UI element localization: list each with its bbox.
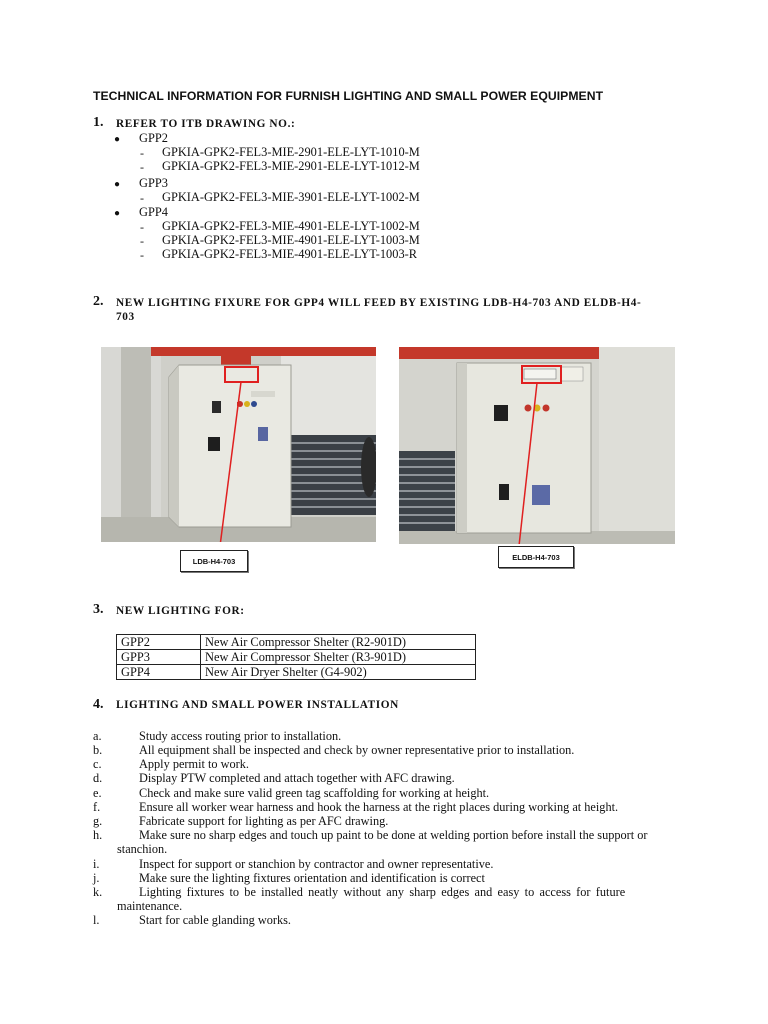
list-item-text: Study access routing prior to installation.	[139, 729, 342, 743]
dash: -	[140, 146, 144, 160]
list-item-letter: l.	[93, 913, 100, 927]
section-3-number: 3.	[93, 602, 104, 617]
dash: -	[140, 191, 144, 205]
table-row	[117, 635, 476, 650]
list-item-letter: d.	[93, 771, 103, 785]
list-item-text: Ensure all worker wear harness and hook the harness at the right places during working at height.	[139, 800, 619, 814]
section-2-number: 2.	[93, 294, 104, 309]
list-item-letter: a.	[93, 729, 102, 743]
list-item-letter: h.	[93, 828, 103, 842]
section-1-number: 1.	[93, 115, 104, 130]
list-item-text-cont: stanchion.	[117, 842, 168, 856]
drawing-number: GPKIA-GPK2-FEL3-MIE-4901-ELE-LYT-1002-M	[162, 219, 420, 233]
table-cell: GPP3	[117, 650, 201, 665]
list-item-text: All equipment shall be inspected and check by owner representative prior to installation.	[139, 743, 575, 757]
list-item-text: Fabricate support for lighting as per AFC drawing.	[139, 814, 389, 828]
eldb-panel-photo	[399, 347, 675, 544]
list-item-letter: c.	[93, 757, 102, 771]
list-item-text: Start for cable glanding works.	[139, 913, 291, 927]
list-item-letter: k.	[93, 885, 103, 899]
table-cell: New Air Dryer Shelter (G4-902)	[201, 665, 476, 680]
dash: -	[140, 160, 144, 174]
lighting-table	[116, 634, 476, 680]
ldb-callout-label: LDB-H4-703	[180, 550, 248, 572]
drawing-number: GPKIA-GPK2-FEL3-MIE-3901-ELE-LYT-1002-M	[162, 190, 420, 204]
list-item-text: Make sure the lighting fixtures orientation and identification is correct	[139, 871, 485, 885]
bullet-gpp3: ●	[114, 179, 121, 190]
list-item-text: Check and make sure valid green tag scaffolding for working at height.	[139, 786, 490, 800]
table-cell: GPP2	[117, 635, 201, 650]
table-row	[117, 665, 476, 680]
dash: -	[140, 234, 144, 248]
bullet-gpp4: ●	[114, 208, 121, 219]
section-4-heading: LIGHTING AND SMALL POWER INSTALLATION	[116, 699, 399, 711]
document-title: TECHNICAL INFORMATION FOR FURNISH LIGHTING AND SMALL POWER EQUIPMENT	[93, 89, 604, 103]
drawing-number: GPKIA-GPK2-FEL3-MIE-2901-ELE-LYT-1010-M	[162, 145, 420, 159]
drawing-number: GPKIA-GPK2-FEL3-MIE-2901-ELE-LYT-1012-M	[162, 159, 420, 173]
table-cell: New Air Compressor Shelter (R3-901D)	[201, 650, 476, 665]
group-label-gpp2: GPP2	[139, 131, 168, 145]
drawing-number: GPKIA-GPK2-FEL3-MIE-4901-ELE-LYT-1003-M	[162, 233, 420, 247]
list-item-letter: i.	[93, 857, 100, 871]
drawing-number: GPKIA-GPK2-FEL3-MIE-4901-ELE-LYT-1003-R	[162, 247, 418, 261]
list-item-letter: g.	[93, 814, 103, 828]
list-item-letter: j.	[93, 871, 100, 885]
list-item-text: Apply permit to work.	[139, 757, 249, 771]
section-1-heading: REFER TO ITB DRAWING NO.:	[116, 118, 296, 130]
section-3-heading: NEW LIGHTING FOR:	[116, 605, 245, 617]
eldb-callout-label: ELDB-H4-703	[498, 546, 574, 568]
section-4-number: 4.	[93, 697, 104, 712]
table-cell: New Air Compressor Shelter (R2-901D)	[201, 635, 476, 650]
list-item-text-cont: maintenance.	[117, 899, 183, 913]
list-item-letter: e.	[93, 786, 102, 800]
bullet-gpp2: ●	[114, 134, 121, 145]
list-item-text: Display PTW completed and attach together with AFC drawing.	[139, 771, 455, 785]
list-item-text: Make sure no sharp edges and touch up paint to be done at welding portion before install the support or	[139, 828, 648, 842]
list-item-letter: b.	[93, 743, 103, 757]
dash: -	[140, 248, 144, 262]
ldb-panel-photo	[101, 347, 376, 542]
list-item-letter: f.	[93, 800, 101, 814]
group-label-gpp4: GPP4	[139, 205, 168, 219]
list-item-text: Inspect for support or stanchion by contractor and owner representative.	[139, 857, 494, 871]
section-2-heading-cont: 703	[116, 311, 135, 323]
dash: -	[140, 220, 144, 234]
table-row	[117, 650, 476, 665]
group-label-gpp3: GPP3	[139, 176, 168, 190]
section-2-heading: NEW LIGHTING FIXURE FOR GPP4 WILL FEED BY EXISTING LDB-H4-703 AND ELDB-H4-	[116, 297, 642, 309]
list-item-text: Lighting fixtures to be installed neatly without any sharp edges and easy to access for future	[139, 885, 626, 899]
table-cell: GPP4	[117, 665, 201, 680]
